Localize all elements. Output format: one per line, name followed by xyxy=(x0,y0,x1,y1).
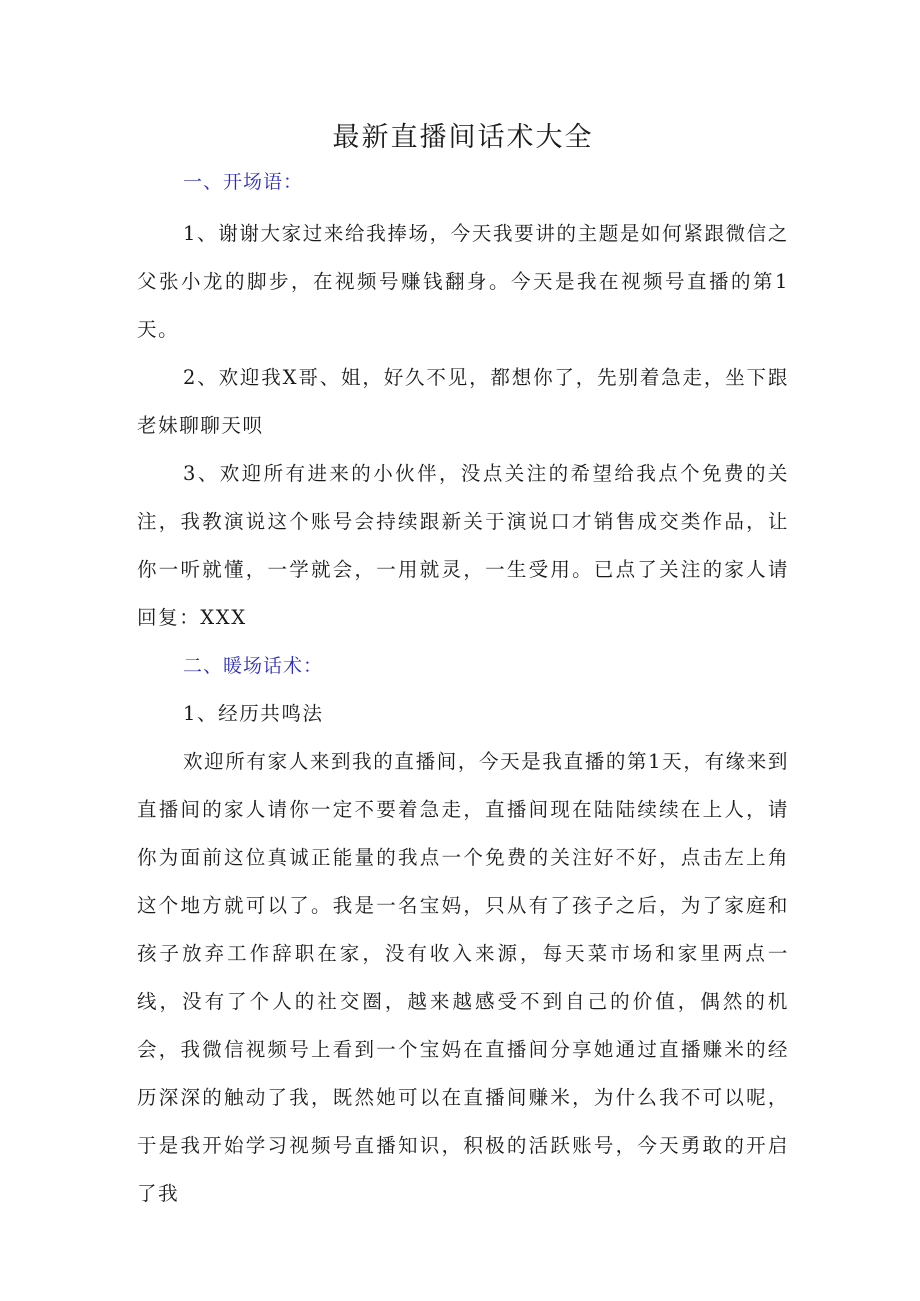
paragraph: 1、谢谢大家过来给我捧场，今天我要讲的主题是如何紧跟微信之父张小龙的脚步，在视频号赚钱翻身。今天是我在视频号直播的第1天。 xyxy=(137,222,789,341)
section-heading-warmup: 二、暖场话术： xyxy=(183,655,324,677)
paragraph: 欢迎所有家人来到我的直播间，今天是我直播的第1天，有缘来到直播间的家人请你一定不要着急走，直播间现在陆陆续续在上人，请你为面前这位真诚正能量的我点一个免费的关注好不好，点击左上角这个地方就可以了。我是一名宝妈，只从有了孩子之后，为了家庭和孩子放弃工作辞职在家，没有收入来源，每天菜市场和家里两点一线，没有了个人的社交圈，越来越感受不到自己的价值，偶然的机会，我微信视频号上看到一个宝妈在直播间分享她通过直播赚米的经历深深的触动了我，既然她可以在直播间赚米，为什么我不可以呢，于是我开始学习视频号直播知识，积极的活跃账号，今天勇敢的开启了我 xyxy=(137,750,789,1205)
document-page xyxy=(137,0,789,1218)
section-heading-opening: 一、开场语： xyxy=(183,171,304,193)
paragraph: 2、欢迎我X哥、姐，好久不见，都想你了，先别着急走，坐下跟老妹聊聊天呗 xyxy=(137,366,789,437)
paragraph: 3、欢迎所有进来的小伙伴，没点关注的希望给我点个免费的关注，我教演说这个账号会持续跟新关于演说口才销售成交类作品，让你一听就懂，一学就会，一用就灵，一生受用。已点了关注的家人请回复：XXX xyxy=(137,462,789,629)
subheading-experience-resonance: 1、经历共鸣法 xyxy=(183,702,324,725)
document-title: 最新直播间话术大全 xyxy=(332,122,594,153)
